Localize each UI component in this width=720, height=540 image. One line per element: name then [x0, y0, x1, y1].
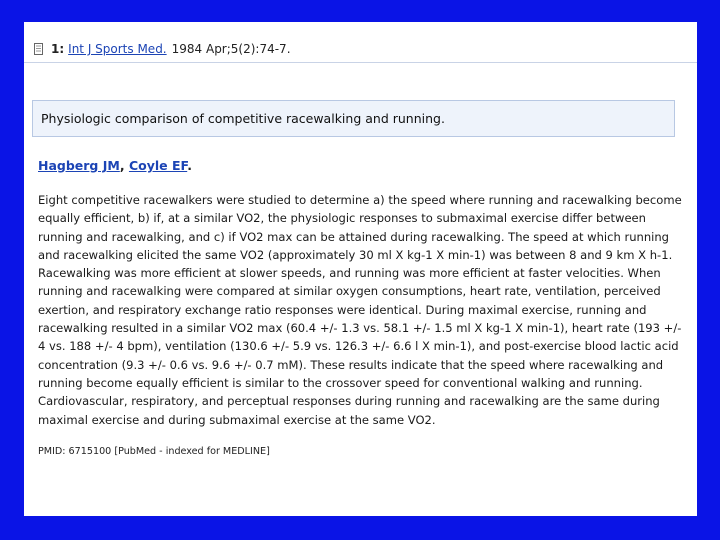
journal-link[interactable]: Int J Sports Med.: [68, 42, 167, 56]
citation-details: 1984 Apr;5(2):74-7.: [171, 42, 291, 56]
author-link[interactable]: Hagberg JM: [38, 158, 120, 173]
author-list: [38, 158, 192, 173]
document-icon[interactable]: [34, 43, 43, 55]
abstract-text: Eight competitive racewalkers were studied to determine a) the speed where running and racewalking become equally efficient, b) if, at a similar VO2, the physiologic responses to submaximal exercise differ between running and racewalking, and c) if VO2 max can be attained during racewalking. The speed at which running and racewalking elicited the same VO2 (approximately 30 ml X kg-1 X min-1) was between 8 and 9 km X h-1. Racewalking was more efficient at slower speeds, and running was more efficient at faster velocities. When running and racewalking were compared at similar oxygen consumptions, heart rate, ventilation, perceived exertion, and respiratory exchange ratio responses were identical. During maximal exercise, running and racewalking resulted in a similar VO2 max (60.4 +/- 1.3 vs. 58.1 +/- 1.5 ml X kg-1 X min-1), heart rate (193 +/- 4 vs. 188 +/- 4 bpm), ventilation (130.6 +/- 5.9 vs. 126.3 +/- 6.6 l X min-1), and post-exercise blood lactic acid concentration (9.3 +/- 0.6 vs. 9.6 +/- 0.7 mM). These results indicate that the speed where racewalking and running become equally efficient is similar to the crossover speed for conventional walking and running. Cardiovascular, respiratory, and perceptual responses during running and racewalking are the same during maximal exercise and during submaximal exercise at the same VO2.: [38, 193, 682, 427]
author-separator: ,: [119, 158, 129, 173]
article-title-box: [32, 100, 675, 137]
result-number: 1:: [51, 42, 65, 56]
citation-bar: [24, 36, 697, 63]
author-list-end: .: [187, 158, 192, 173]
pmid-line: PMID: 6715100 [PubMed - indexed for MEDLINE]: [38, 446, 270, 457]
author-link[interactable]: Coyle EF: [128, 158, 188, 173]
slide-content-frame: [24, 22, 697, 516]
article-title: Physiologic comparison of competitive racewalking and running.: [41, 111, 445, 126]
